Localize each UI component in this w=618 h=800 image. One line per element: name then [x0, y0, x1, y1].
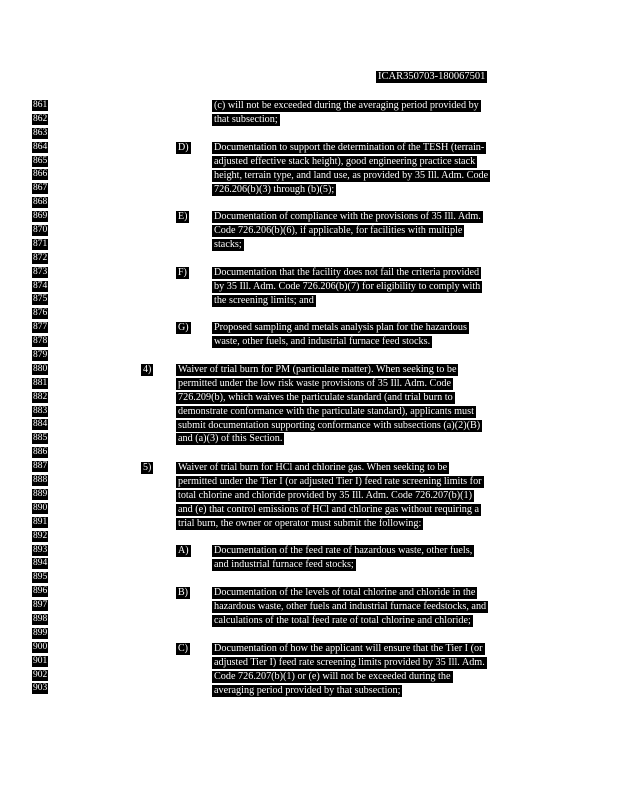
text-line	[176, 503, 484, 517]
line-number	[32, 391, 54, 405]
line-number-text: 892	[33, 530, 48, 541]
line-number-text: 863	[33, 127, 48, 138]
paragraph-b	[212, 586, 488, 628]
line-number-text: 900	[33, 641, 48, 652]
line-number	[32, 405, 54, 419]
text-line-content: adjusted Tier I) feed rate screening limits provided by 35 Ill. Adm.	[214, 656, 485, 668]
text-line-content: and (e) that control emissions of HCl and chlorine gas without requiring a	[178, 503, 480, 515]
line-number-text: 890	[33, 502, 48, 513]
text-line-content: (c) will not be exceeded during the averaging period provided by	[214, 100, 479, 111]
text-line	[212, 586, 488, 600]
line-number-text: 871	[33, 238, 48, 249]
line-number-text: 864	[33, 141, 48, 152]
line-number	[32, 502, 54, 516]
text-line-content: adjusted effective stack height), good engineering practice stack	[214, 155, 476, 167]
line-number-text: 893	[33, 544, 48, 555]
text-line-content: averaging period provided by that subsection;	[214, 684, 401, 696]
text-line-content: 726.209(b), which waives the particulate standard (and trial burn to	[178, 391, 453, 403]
item-marker-5: 5)	[143, 462, 152, 473]
paragraph-f	[212, 266, 482, 308]
line-number	[32, 446, 54, 460]
text-line-content: 726.206(b)(3) through (b)(5);	[214, 183, 335, 195]
text-line	[212, 169, 490, 183]
text-line-content: trial burn, the owner or operator must submit the following:	[178, 517, 422, 529]
text-line	[176, 391, 482, 405]
document-id-header: ICAR350703-180067501	[378, 71, 486, 82]
paragraph-d	[212, 141, 490, 197]
line-number	[32, 113, 54, 127]
line-number	[32, 238, 54, 252]
line-number	[32, 168, 54, 182]
line-number-text: 894	[33, 558, 48, 569]
text-line	[176, 489, 484, 503]
line-number	[32, 266, 54, 280]
line-number	[32, 280, 54, 294]
text-line	[176, 475, 484, 489]
line-number-text: 872	[33, 252, 48, 263]
text-line	[176, 432, 482, 446]
line-number-text: 861	[33, 100, 48, 110]
line-number-text: 874	[33, 280, 48, 291]
text-line-content: Documentation of how the applicant will ensure that the Tier I (or	[214, 643, 483, 654]
text-line	[212, 670, 487, 684]
text-line	[176, 419, 482, 433]
line-number-text: 870	[33, 225, 48, 236]
text-line	[212, 113, 481, 127]
line-number-text: 875	[33, 294, 48, 305]
line-number	[32, 363, 54, 377]
text-line-content: stacks;	[214, 238, 242, 250]
line-number	[32, 224, 54, 238]
text-line	[212, 183, 490, 197]
line-number-text: 862	[33, 113, 48, 124]
text-line	[212, 99, 481, 113]
line-number-text: 881	[33, 377, 48, 388]
text-line-content: and industrial furnace feed stocks;	[214, 558, 354, 570]
text-line-content: Documentation of the feed rate of hazardous waste, other fuels,	[214, 545, 473, 556]
line-number	[32, 627, 54, 641]
text-line-content: demonstrate conformance with the particulate standard), applicants must	[178, 405, 474, 417]
line-number-text: 902	[33, 669, 48, 680]
line-number	[32, 432, 54, 446]
line-number-text: 899	[33, 627, 48, 638]
line-number-text: 897	[33, 600, 48, 611]
text-line	[212, 656, 487, 670]
text-line	[212, 544, 474, 558]
text-line-content: Code 726.207(b)(1) or (e) will not be exceeded during the	[214, 670, 451, 682]
text-line-content: by 35 Ill. Adm. Code 726.206(b)(7) for eligibility to comply with	[214, 280, 481, 292]
paragraph-a	[212, 544, 474, 572]
line-number-text: 895	[33, 572, 48, 583]
text-line-content: height, terrain type, and land use, as provided by 35 Ill. Adm. Code	[214, 169, 489, 181]
line-number-text: 878	[33, 336, 48, 347]
line-number	[32, 682, 54, 696]
line-number-text: 898	[33, 613, 48, 624]
text-line	[212, 600, 488, 614]
line-number-text: 873	[33, 266, 48, 277]
item-marker-e: E)	[178, 211, 188, 222]
line-number	[32, 418, 54, 432]
item-marker-a: A)	[178, 545, 189, 556]
line-number	[32, 377, 54, 391]
text-line	[176, 461, 484, 475]
line-number	[32, 599, 54, 613]
line-number	[32, 530, 54, 544]
line-number	[32, 141, 54, 155]
line-number	[32, 335, 54, 349]
text-line	[212, 224, 483, 238]
text-line-content: permitted under the Tier I (or adjusted Tier I) feed rate screening limits for	[178, 475, 482, 487]
line-number-text: 882	[33, 391, 48, 402]
line-number	[32, 182, 54, 196]
line-number	[32, 613, 54, 627]
line-number-text: 867	[33, 183, 48, 194]
line-number	[32, 557, 54, 571]
line-number	[32, 585, 54, 599]
line-number-text: 903	[33, 683, 48, 694]
text-line-content: that subsection;	[214, 113, 278, 125]
text-line	[212, 558, 474, 572]
line-number	[32, 544, 54, 558]
line-number	[32, 307, 54, 321]
text-line-content: submit documentation supporting conformance with subsections (a)(2)(B)	[178, 419, 481, 431]
line-number-text: 886	[33, 447, 48, 458]
text-line	[176, 405, 482, 419]
line-number-text: 888	[33, 475, 48, 486]
item-marker-g: G)	[178, 322, 189, 333]
line-number	[32, 571, 54, 585]
text-line-content: Waiver of trial burn for HCl and chlorine gas. When seeking to be	[178, 462, 448, 473]
line-number	[32, 669, 54, 683]
text-line-content: and (a)(3) of this Section.	[178, 433, 283, 445]
line-number-text: 868	[33, 197, 48, 208]
text-line-content: Documentation of compliance with the provisions of 35 Ill. Adm.	[214, 211, 481, 222]
line-number	[32, 293, 54, 307]
text-line	[212, 642, 487, 656]
line-number-text: 889	[33, 488, 48, 499]
line-number-column	[32, 99, 54, 696]
text-line-content: hazardous waste, other fuels and industrial furnace feedstocks, and	[214, 600, 487, 612]
paragraph-e	[212, 210, 483, 252]
paragraph-c	[212, 642, 487, 698]
line-number	[32, 516, 54, 530]
line-number-text: 896	[33, 586, 48, 597]
text-line-content: Documentation to support the determination of the TESH (terrain-	[214, 142, 485, 153]
text-line-content: the screening limits; and	[214, 294, 314, 306]
text-line	[176, 517, 484, 531]
line-number-text: 879	[33, 350, 48, 361]
line-number-text: 876	[33, 308, 48, 319]
line-number	[32, 99, 54, 113]
text-line	[212, 238, 483, 252]
line-number	[32, 460, 54, 474]
paragraph-g	[212, 321, 469, 349]
item-marker-b: B)	[178, 587, 188, 598]
line-number	[32, 349, 54, 363]
item-marker-c: C)	[178, 643, 188, 654]
text-line	[212, 210, 483, 224]
text-line	[212, 280, 482, 294]
line-number	[32, 210, 54, 224]
line-number-text: 883	[33, 405, 48, 416]
line-number-text: 891	[33, 516, 48, 527]
line-number	[32, 321, 54, 335]
text-line	[212, 335, 469, 349]
text-line	[212, 684, 487, 698]
text-line	[212, 141, 490, 155]
line-number	[32, 155, 54, 169]
paragraph-4	[176, 363, 482, 446]
text-line-content: Proposed sampling and metals analysis plan for the hazardous	[214, 322, 467, 333]
text-line-content: waste, other fuels, and industrial furnace feed stocks.	[214, 335, 431, 347]
line-number-text: 869	[33, 211, 48, 222]
line-number	[32, 252, 54, 266]
line-number	[32, 655, 54, 669]
item-marker-4: 4)	[143, 364, 152, 375]
text-line-content: Waiver of trial burn for PM (particulate matter). When seeking to be	[178, 364, 457, 375]
line-number-text: 901	[33, 655, 48, 666]
text-line	[212, 266, 482, 280]
text-line-content: permitted under the low risk waste provisions of 35 Ill. Adm. Code	[178, 377, 452, 389]
text-line	[212, 321, 469, 335]
text-line-content: Code 726.206(b)(6), if applicable, for facilities with multiple	[214, 224, 463, 236]
text-line	[212, 614, 488, 628]
text-line	[212, 155, 490, 169]
line-number-text: 887	[33, 461, 48, 472]
text-line	[212, 294, 482, 308]
paragraph-c-continuation	[212, 99, 481, 127]
text-line	[176, 363, 482, 377]
line-number-text: 880	[33, 363, 48, 374]
text-line	[176, 377, 482, 391]
line-number-text: 866	[33, 169, 48, 180]
line-number-text: 885	[33, 433, 48, 444]
text-line-content: Documentation that the facility does not fail the criteria provided	[214, 267, 480, 278]
line-number-text: 865	[33, 155, 48, 166]
line-number	[32, 488, 54, 502]
item-marker-f: F)	[178, 267, 187, 278]
text-line-content: calculations of the total feed rate of total chlorine and chloride;	[214, 614, 471, 626]
line-number	[32, 641, 54, 655]
paragraph-5	[176, 461, 484, 530]
line-number-text: 884	[33, 419, 48, 430]
item-marker-d: D)	[178, 142, 189, 153]
text-line-content: total chlorine and chloride provided by 35 Ill. Adm. Code 726.207(b)(1)	[178, 489, 472, 501]
text-line-content: Documentation of the levels of total chlorine and chloride in the	[214, 587, 476, 598]
line-number	[32, 196, 54, 210]
line-number	[32, 127, 54, 141]
line-number	[32, 474, 54, 488]
line-number-text: 877	[33, 322, 48, 333]
